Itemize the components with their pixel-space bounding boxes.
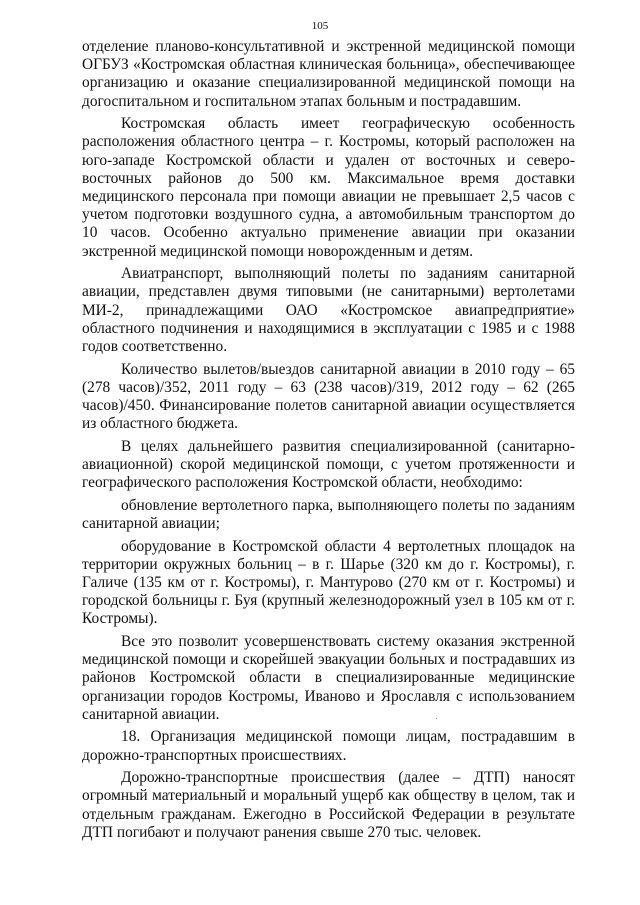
paragraph-improvement: Все это позволит усовершенствовать систему оказания экстренной медицинской помощи и скорейшей эвакуации больных и пострадавших из районов Костромской области в специализированные медицинские организации городов Костромы, Иваново и Ярославля с использованием санитарной авиации. xyxy=(82,633,575,723)
paragraph-ambulance-department: отделение планово-консультативной и экстренной медицинской помощи ОГБУЗ «Костромская областная клиническая больница», обеспечивающее организацию и оказание специализированной медицинской помощи на догоспитальном и госпитальном этапах больным и пострадавшим. xyxy=(82,38,575,110)
document-body xyxy=(82,38,575,846)
scan-speck xyxy=(436,718,437,719)
page-number: 105 xyxy=(311,20,329,32)
paragraph-road-accidents: Дорожно-транспортные происшествия (далее – ДТП) наносят огромный материальный и моральный ущерб как обществу в целом, так и отдельным гражданам. Ежегодно в Российской Федерации в результате ДТП погибают и получают ранения свыше 270 тыс. человек. xyxy=(82,769,575,841)
paragraph-development-goals: В целях дальнейшего развития специализированной (санитарно-авиационной) скорой медицинской помощи, с учетом протяженности и географического расположения Костромской области, необходимо: xyxy=(82,437,575,492)
paragraph-air-transport: Авиатранспорт, выполняющий полеты по заданиям санитарной авиации, представлен двумя типовыми (не санитарными) вертолетами МИ-2, принадлежащими ОАО «Костромское авиапредприятие» областного подчинения и находящимися в эксплуатации с 1985 и с 1988 годов соответственно. xyxy=(82,265,575,356)
paragraph-geography: Костромская область имеет географическую особенность расположения областного центра – г. Костромы, который расположен на юго-западе Костромской области и удален от восточных и северо-восточных районов до 500 км. Максимальное время доставки медицинского персонала при помощи авиации не превышает 2,5 часов с учетом подготовки воздушного судна, а автомобильным транспортом до 10 часов. Особенно актуально применение авиации при оказании экстренной медицинской помощи новорожденным и детям. xyxy=(82,115,575,260)
paragraph-flight-counts: Количество вылетов/выездов санитарной авиации в 2010 году – 65 (278 часов)/352, 2011 году – 63 (238 часов)/319, 2012 году – 62 (265 часов)/450. Финансирование полетов санитарной авиации осуществляется из областного бюджета. xyxy=(82,360,575,433)
section-heading-18: 18. Организация медицинской помощи лицам, пострадавшим в дорожно-транспортных происшествиях. xyxy=(82,728,575,764)
paragraph-helipads: оборудование в Костромской области 4 вертолетных площадок на территории окружных больниц – в г. Шарье (320 км до г. Костромы), г. Галиче (135 км от г. Костромы), г. Мантурово (270 км от г. Костромы) и городской больницы г. Буя (крупный железнодорожный узел в 105 км от г. Костромы). xyxy=(82,537,575,628)
paragraph-helicopter-fleet: обновление вертолетного парка, выполняющего полеты по заданиям санитарной авиации; xyxy=(82,496,575,533)
